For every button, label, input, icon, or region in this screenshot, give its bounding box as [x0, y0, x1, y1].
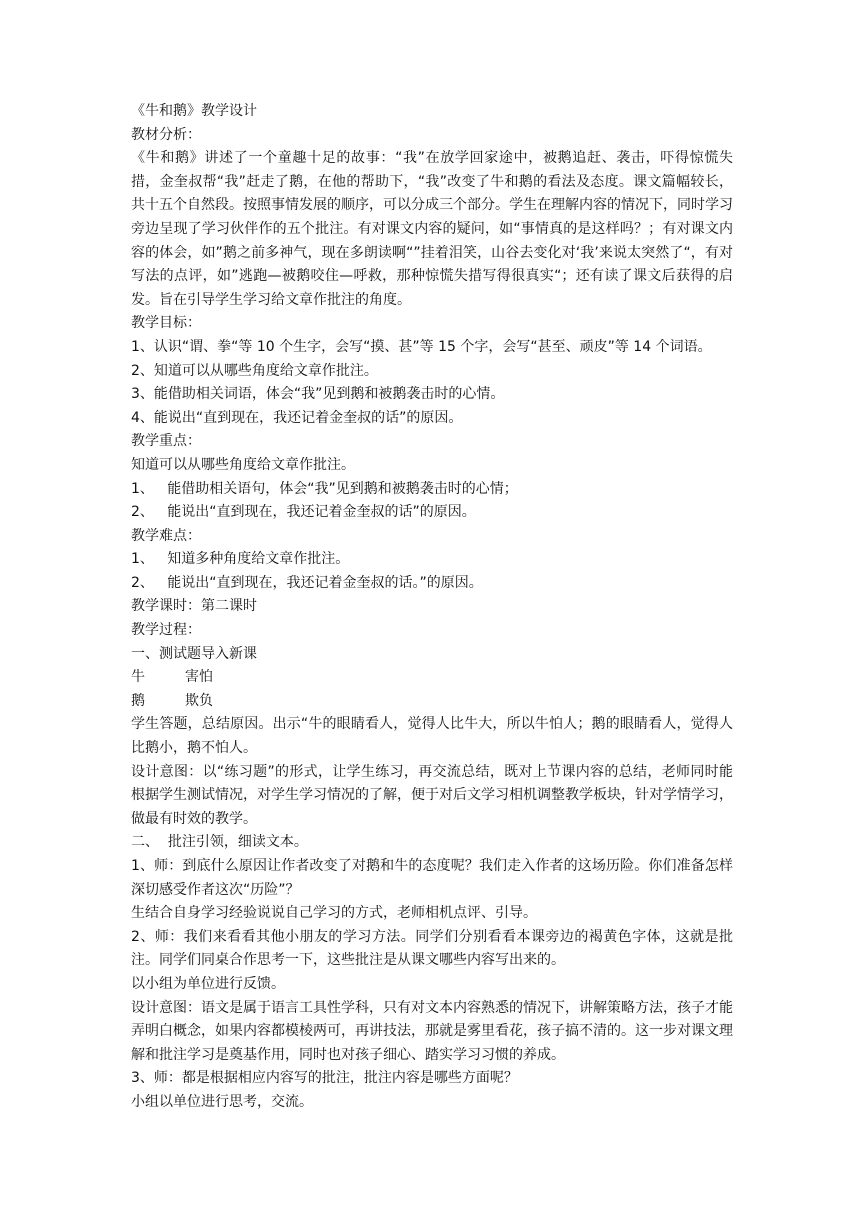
pair-right: 害怕	[185, 669, 213, 686]
section1-heading: 一、测试题导入新课	[131, 645, 257, 662]
key-heading: 教学重点：	[131, 433, 201, 450]
key-point-item: 2、 能说出“直到现在，我还记着金奎叔的话”的原因。	[131, 504, 476, 521]
step2-paragraph: 2、师：我们来看看其他小朋友的学习方法。同学们分别看看本课旁边的褐黄色字体，这就是批注。同学们同桌合作思考一下，这些批注是从课文哪些内容写出来的。	[131, 928, 733, 969]
step2-note: 以小组为单位进行反馈。	[131, 975, 285, 992]
goal-item: 2、知道可以从哪些角度给文章作批注。	[131, 362, 378, 379]
document-body	[131, 100, 733, 1115]
pair-left: 鹅	[131, 692, 145, 709]
difficult-point-item: 1、 知道多种角度给文章作批注。	[131, 551, 350, 568]
section2-heading: 二、 批注引领，细读文本。	[131, 834, 308, 851]
section1-design-paragraph: 设计意图：以“练习题”的形式，让学生练习，再交流总结，既对上节课内容的总结，老师同时能根据学生测试情况，对学生学习情况的了解，便于对后文学习相机调整教学板块，针对学情学习，做最有时效的教学。	[131, 763, 733, 827]
goals-heading: 教学目标：	[131, 315, 201, 332]
step3-paragraph: 3、师：都是根据相应内容写的批注，批注内容是哪些方面呢？	[131, 1070, 518, 1087]
pair-left: 牛	[131, 669, 145, 686]
pair-row	[131, 666, 733, 690]
difficult-point-item: 2、 能说出“直到现在，我还记着金奎叔的话。”的原因。	[131, 574, 483, 591]
pair-row	[131, 690, 733, 714]
difficult-heading: 教学难点：	[131, 527, 201, 544]
section1-paragraph: 学生答题，总结原因。出示“牛的眼睛看人，觉得人比牛大，所以牛怕人；鹅的眼睛看人，觉得人比鹅小，鹅不怕人。	[131, 716, 733, 757]
step1-paragraph: 1、师：到底什么原因让作者改变了对鹅和牛的态度呢？我们走入作者的这场历险。你们准备怎样深切感受作者这次“历险”？	[131, 858, 733, 898]
key-point-item: 1、 能借助相关语句，体会“我”见到鹅和被鹅袭击时的心情；	[131, 480, 518, 497]
material-heading: 教材分析：	[131, 126, 201, 143]
pair-right: 欺负	[185, 692, 213, 709]
goal-item: 1、认识“谓、拳“等 10 个生字，会写“摸、甚”等 15 个字，会写“甚至、顽皮”等 14 个词语。	[131, 338, 712, 355]
goal-item: 3、能借助相关词语，体会“我”见到鹅和被鹅袭击时的心情。	[131, 386, 505, 403]
step3-note: 小组以单位进行思考，交流。	[131, 1093, 313, 1110]
key-point-item: 知道可以从哪些角度给文章作批注。	[131, 456, 355, 473]
document-title: 《牛和鹅》教学设计	[131, 103, 257, 119]
goal-item: 4、能说出“直到现在，我还记着金奎叔的话”的原因。	[131, 409, 463, 426]
period-line: 教学课时：第二课时	[131, 598, 257, 615]
section2-design-paragraph: 设计意图：语文是属于语言工具性学科，只有对文本内容熟悉的情况下，讲解策略方法，孩子才能弄明白概念，如果内容都模棱两可，再讲技法，那就是雾里看花，孩子搞不清的。这一步对课文理解和批注学习是奠基作用，同时也对孩子细心、踏实学习习惯的养成。	[131, 999, 733, 1063]
step1-note: 生结合自身学习经验说说自己学习的方式，老师相机点评、引导。	[131, 905, 537, 922]
material-paragraph: 《牛和鹅》讲述了一个童趣十足的故事：“我”在放学回家途中，被鹅追赶、袭击，吓得惊慌失措，金奎叔帮“我”赶走了鹅，在他的帮助下，“我”改变了牛和鹅的看法及态度。课文篇幅较长，共十五个自然段。按照事情发展的顺序，可以分成三个部分。学生在理解内容的情况下，同时学习旁边呈现了学习伙伴作的五个批注。有对课文内容的疑问，如“事情真的是这样吗？；有对课文内容的体会，如”鹅之前多神气，现在多朗读啊“”挂着泪笑，山谷去变化对‘我’来说太突然了“，有对写法的点评，如”逃跑—被鹅咬住—呼救，那种惊慌失措写得很真实“；还有读了课文后获得的启发。旨在引导学生学习给文章作批注的角度。	[131, 150, 733, 308]
process-heading: 教学过程：	[131, 622, 201, 639]
